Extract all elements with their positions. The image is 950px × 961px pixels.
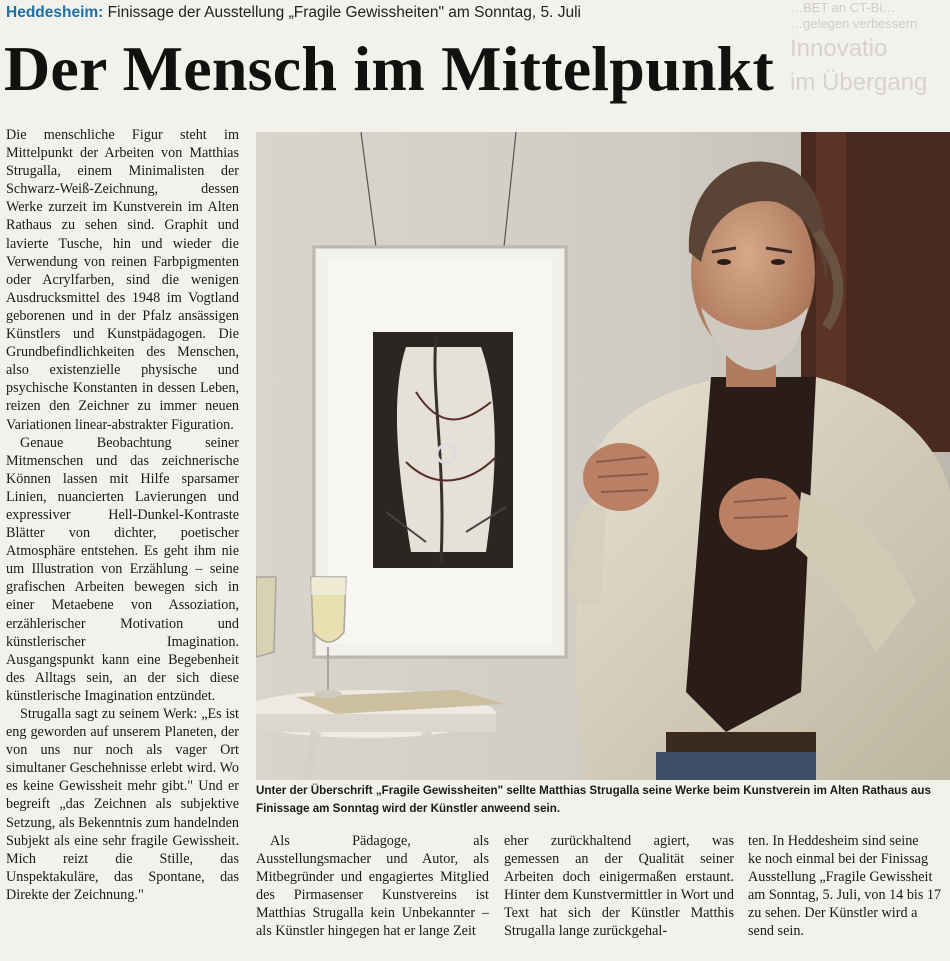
bleed-through-text (790, 0, 950, 130)
bleed-line-1: …BET an CT-Bi… (790, 0, 896, 15)
kicker-text: Finissage der Ausstellung „Fragile Gewissheiten" am Sonntag, 5. Juli (107, 4, 581, 21)
bleed-line-4: im Übergang (790, 69, 928, 96)
kicker-line (6, 2, 786, 24)
column4-line-1: ten. In Heddesheim sind seine (748, 833, 919, 849)
bleed-line-2: …gelegen verbessern (790, 16, 918, 31)
article-column-2 (256, 832, 489, 960)
caption-line-1: Unter der Überschrift „Fragile Gewissheiten" sellte Matthias Strugalla seine Werke beim Kunstverein im Alten Rathaus aus (256, 784, 931, 797)
article-column-1 (6, 126, 239, 958)
column1-paragraph-2: Genaue Beobachtung seiner Mitmenschen und das zeichnerische Können lassen mit Hilfe sparsamer Linien, nuancierten Lavierungen und expressiver Hell-Dunkel-Kontraste Blätter von dichter, poetischer Atmosphäre entstehen. Es geht ihm nie um Illustration von Erzählung – seine grafischen Arbeiten bewegen sich in einer Metaebene von Assoziation, erzählerischer Motivation und künstlerischer Imagination. Ausgangspunkt kann eine Begebenheit des Alltags sein, an der sich diese künstlerische Imagination entzündet. (6, 434, 239, 704)
column4-line-5: zu sehen. Der Künstler wird a (748, 905, 918, 922)
article-photo (256, 132, 950, 780)
column4-line-4: am Sonntag, 5. Juli, von 14 bis 17 (748, 887, 942, 904)
article-column-4 (748, 832, 950, 960)
column4-line-3: Ausstellung „Fragile Gewissheit (748, 869, 933, 886)
column4-line-2: ke noch einmal bei der Finissag (748, 851, 929, 868)
kicker-place: Heddesheim: (6, 4, 104, 21)
photo-caption (256, 782, 950, 822)
column2-paragraph-1: Als Pädagoge, als Ausstellungsmacher und Autor, als Mitbegründer und engagiertes Mitglied des Pirmasenser Kunstvereins ist Matthias Strugalla kein Unbekannter – als Künstler hingegen hat er lange Zeit (256, 833, 489, 940)
caption-line-2: Finissage am Sonntag wird der Künstler anweend sein. (256, 802, 561, 815)
headline: Der Mensch im Mittelpunkt (4, 33, 774, 104)
column3-paragraph-1: eher zurückhaltend agiert, was gemessen an der Qualität seiner Arbeiten doch einigermaßen erstaunt. Hinter dem Kunstvermittler in Wort und Text hat sich der Künstler Matthis Strugalla lange zurückgehal- (504, 833, 734, 940)
column1-paragraph-3: Strugalla sagt zu seinem Werk: „Es ist eng geworden auf unserem Planeten, der von uns nur noch als vager Ort simultaner Geschehnisse erlebt wird. Wo es keine Gewissheit mehr gibt." Und er begreift „das Zeichnen als subjektive Setzung, als Bekenntnis zum handelnden Subjekt als eine sehr fragile Gewissheit. Mich reizt die Stille, das Unspektakuläre, das Spontane, das Direkte der Zeichnung." (6, 706, 239, 903)
article-column-3 (504, 832, 734, 960)
photo-artist-speaking-icon (256, 132, 950, 780)
column4-line-6: send sein. (748, 923, 804, 940)
bleed-line-3: Innovatio (790, 35, 888, 62)
column1-paragraph-1: Die menschliche Figur steht im Mittelpunkt der Arbeiten von Matthias Strugalla, einem Minimalisten der Schwarz-Weiß-Zeichnung, dessen Werke zurzeit im Kunstverein im Alten Rathaus zu sehen sind. Graphit und lavierte Tusche, hin und wieder die Verwendung von reinen Farbpigmenten oder Acrylfarben, sind die wenigen Ausdrucksmittel des 1948 im Vogtland geborenen und in der Pfalz ansässigen Künstlers und Kunstpädagogen. Die Grundbefindlichkeiten des Menschen, also existenzielle physische und psychische Konstanten in dessen Leben, reizen den Zeichner zu immer neuen Variationen linear-abstrakter Figuration. (6, 127, 239, 433)
